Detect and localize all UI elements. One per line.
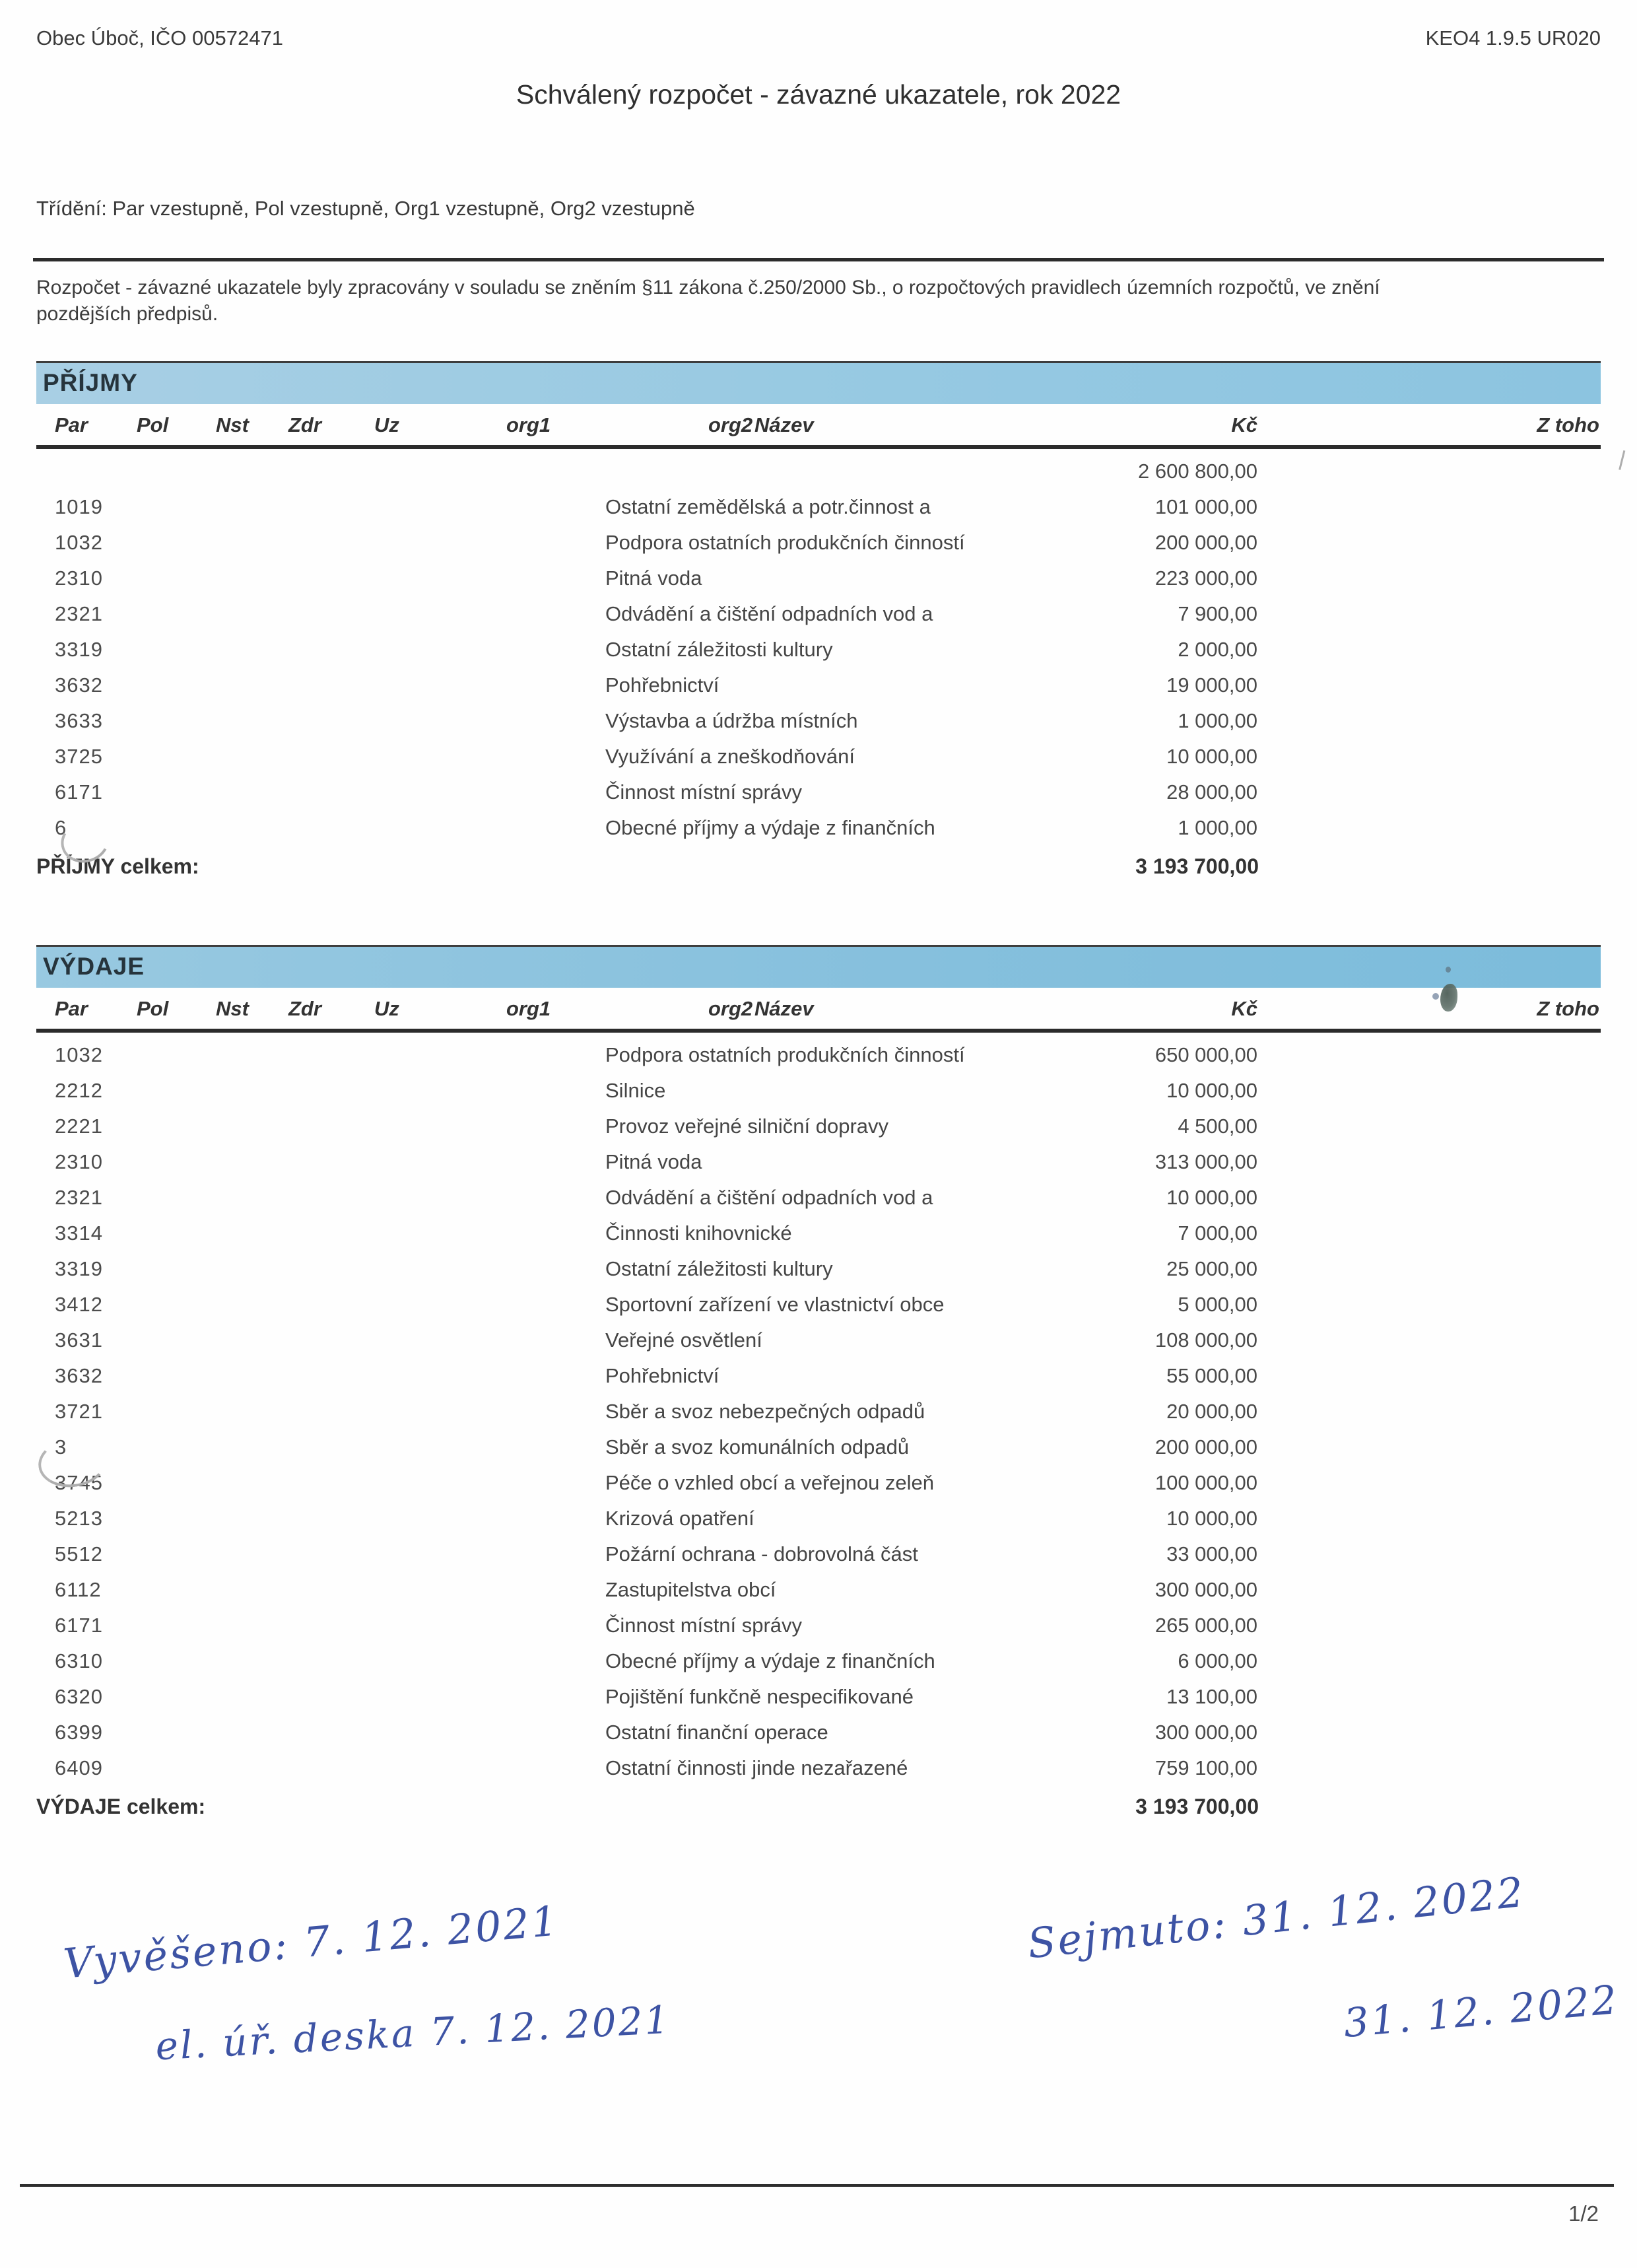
par-cell: 1019 xyxy=(55,495,103,518)
table-row xyxy=(36,671,1601,706)
kc-cell: 55 000,00 xyxy=(1166,1364,1257,1387)
par-cell: 3412 xyxy=(55,1293,103,1316)
kc-cell: 200 000,00 xyxy=(1154,1435,1257,1459)
col-uz: Uz xyxy=(374,997,399,1020)
divider-line-top xyxy=(33,258,1604,261)
kc-cell: 33 000,00 xyxy=(1166,1542,1257,1565)
nazev-cell: Ostatní činnosti jinde nezařazené xyxy=(605,1756,908,1779)
kc-cell: 100 000,00 xyxy=(1154,1471,1257,1494)
handwriting-removed-date: Sejmuto: 31. 12. 2022 xyxy=(1025,1867,1528,1968)
col-kc: Kč xyxy=(1231,413,1257,436)
col-nst: Nst xyxy=(216,413,249,436)
table-row xyxy=(36,1290,1601,1326)
col-pol: Pol xyxy=(137,997,169,1020)
sorting-line: Třídění: Par vzestupně, Pol vzestupně, Org1 vzestupně, Org2 vzestupně xyxy=(36,197,695,220)
table-row xyxy=(36,564,1601,600)
table-row xyxy=(36,1611,1601,1647)
table-row xyxy=(36,1361,1601,1397)
nazev-cell: Péče o vzhled obcí a veřejnou zeleň xyxy=(605,1471,935,1494)
table-row xyxy=(36,635,1601,671)
nazev-cell: Pojištění funkčně nespecifikované xyxy=(605,1685,914,1708)
nazev-cell: Podpora ostatních produkčních činností xyxy=(605,531,965,554)
par-cell: 6320 xyxy=(55,1685,103,1708)
table-row xyxy=(36,1148,1601,1183)
kc-cell: 7 000,00 xyxy=(1178,1221,1257,1245)
table-row xyxy=(36,813,1601,849)
par-cell: 6 xyxy=(55,816,67,839)
nazev-cell: Zastupitelstva obcí xyxy=(605,1578,776,1601)
table-row xyxy=(36,1219,1601,1254)
kc-cell: 101 000,00 xyxy=(1154,495,1257,518)
table-row xyxy=(36,457,1601,493)
par-cell: 6171 xyxy=(55,1614,103,1637)
kc-cell: 2 000,00 xyxy=(1178,638,1257,661)
col-nst: Nst xyxy=(216,997,249,1020)
nazev-cell: Ostatní záležitosti kultury xyxy=(605,638,833,661)
footer-line xyxy=(20,2184,1614,2187)
page-number: 1/2 xyxy=(1568,2201,1599,2226)
par-cell: 6399 xyxy=(55,1721,103,1744)
table-row xyxy=(36,1754,1601,1789)
prijmy-total-label: PŘÍJMY celkem: xyxy=(36,854,199,878)
kc-cell: 300 000,00 xyxy=(1154,1578,1257,1601)
table-row xyxy=(36,600,1601,635)
nazev-cell: Činnosti knihovnické xyxy=(605,1221,792,1245)
col-nazev: Název xyxy=(754,413,814,436)
par-cell: 5213 xyxy=(55,1507,103,1530)
par-cell: 2321 xyxy=(55,602,103,625)
par-cell: 6112 xyxy=(55,1578,102,1601)
legal-note-line2: pozdějších předpisů. xyxy=(36,303,218,325)
col-zdr: Zdr xyxy=(288,413,321,436)
nazev-cell: Požární ochrana - dobrovolná část xyxy=(605,1542,918,1565)
table-header-prijmy xyxy=(36,404,1601,445)
col-z-toho: Z toho xyxy=(1537,997,1599,1020)
table-row xyxy=(36,493,1601,528)
kc-cell: 5 000,00 xyxy=(1178,1293,1257,1316)
par-cell: 3632 xyxy=(55,673,103,697)
kc-cell: 10 000,00 xyxy=(1166,1079,1257,1102)
kc-cell: 1 000,00 xyxy=(1178,816,1257,839)
table-header-vydaje xyxy=(36,988,1601,1029)
par-cell: 3314 xyxy=(55,1221,103,1245)
section-title-prijmy: PŘÍJMY xyxy=(43,369,138,396)
table-row xyxy=(36,1183,1601,1219)
nazev-cell: Silnice xyxy=(605,1079,666,1102)
col-uz: Uz xyxy=(374,413,399,436)
table-row xyxy=(36,1468,1601,1504)
kc-cell: 108 000,00 xyxy=(1154,1328,1257,1352)
kc-cell: 28 000,00 xyxy=(1166,780,1257,804)
kc-cell: 13 100,00 xyxy=(1166,1685,1257,1708)
par-cell: 2212 xyxy=(55,1079,103,1102)
table-row xyxy=(36,1575,1601,1611)
par-cell: 3319 xyxy=(55,1257,103,1280)
par-cell: 2310 xyxy=(55,1150,103,1173)
nazev-cell: Odvádění a čištění odpadních vod a xyxy=(605,602,933,625)
vydaje-total-value: 3 193 700,00 xyxy=(1135,1795,1259,1818)
kc-cell: 20 000,00 xyxy=(1166,1400,1257,1423)
table-row xyxy=(36,1647,1601,1682)
table-row xyxy=(36,1540,1601,1575)
nazev-cell: Obecné příjmy a výdaje z finančních xyxy=(605,816,935,839)
par-cell: 3725 xyxy=(55,745,103,768)
table-row xyxy=(36,778,1601,813)
handwriting-posted-board: el. úř. deska 7. 12. 2021 xyxy=(154,1997,673,2069)
nazev-cell: Pohřebnictví xyxy=(605,1364,719,1387)
kc-cell: 10 000,00 xyxy=(1166,1507,1257,1530)
scan-artifact-margin-tick xyxy=(1609,448,1626,470)
prijmy-total-row xyxy=(36,850,1601,889)
table-row xyxy=(36,742,1601,778)
legal-note-line1: Rozpočet - závazné ukazatele byly zpracovány v souladu se zněním §11 zákona č.250/2000 Sb., o rozpočtových pravidlech územních rozpočtů, ve znění xyxy=(36,277,1380,298)
nazev-cell: Výstavba a údržba místních xyxy=(605,709,858,732)
nazev-cell: Pohřebnictví xyxy=(605,673,719,697)
nazev-cell: Krizová opatření xyxy=(605,1507,754,1530)
col-org2: org2 xyxy=(708,997,753,1020)
kc-cell: 759 100,00 xyxy=(1154,1756,1257,1779)
kc-cell: 4 500,00 xyxy=(1178,1115,1257,1138)
nazev-cell: Využívání a zneškodňování xyxy=(605,745,855,768)
par-cell: 3745 xyxy=(55,1471,103,1494)
par-cell: 5512 xyxy=(55,1542,103,1565)
par-cell: 3 xyxy=(55,1435,67,1459)
par-cell: 3319 xyxy=(55,638,103,661)
kc-cell: 300 000,00 xyxy=(1154,1721,1257,1744)
col-nazev: Název xyxy=(754,997,814,1020)
legal-note xyxy=(36,275,1601,327)
table-row xyxy=(36,1112,1601,1148)
table-row xyxy=(36,1076,1601,1112)
col-org2: org2 xyxy=(708,413,753,436)
table-row xyxy=(36,1041,1601,1076)
par-cell: 3633 xyxy=(55,709,103,732)
handwriting-posted-date: Vyvěšeno: 7. 12. 2021 xyxy=(61,1896,562,1988)
kc-cell: 650 000,00 xyxy=(1154,1043,1257,1066)
col-zdr: Zdr xyxy=(288,997,321,1020)
section-prijmy xyxy=(36,361,1601,889)
section-title-vydaje: VÝDAJE xyxy=(43,953,145,980)
kc-cell: 200 000,00 xyxy=(1154,531,1257,554)
par-cell: 6409 xyxy=(55,1756,103,1779)
nazev-cell: Podpora ostatních produkčních činností xyxy=(605,1043,965,1066)
par-cell: 2221 xyxy=(55,1115,103,1138)
vydaje-rows xyxy=(36,1033,1601,1789)
table-row xyxy=(36,1718,1601,1754)
kc-cell: 223 000,00 xyxy=(1154,567,1257,590)
kc-cell: 25 000,00 xyxy=(1166,1257,1257,1280)
kc-cell: 265 000,00 xyxy=(1154,1614,1257,1637)
nazev-cell: Pitná voda xyxy=(605,567,702,590)
nazev-cell: Odvádění a čištění odpadních vod a xyxy=(605,1186,933,1209)
par-cell: 2310 xyxy=(55,567,103,590)
kc-cell: 10 000,00 xyxy=(1166,745,1257,768)
kc-cell: 313 000,00 xyxy=(1154,1150,1257,1173)
nazev-cell: Ostatní záležitosti kultury xyxy=(605,1257,833,1280)
kc-cell: 10 000,00 xyxy=(1166,1186,1257,1209)
nazev-cell: Provoz veřejné silniční dopravy xyxy=(605,1115,889,1138)
nazev-cell: Činnost místní správy xyxy=(605,1614,803,1637)
table-row xyxy=(36,1397,1601,1433)
nazev-cell: Sběr a svoz komunálních odpadů xyxy=(605,1435,910,1459)
table-row xyxy=(36,1682,1601,1718)
kc-cell: 1 000,00 xyxy=(1178,709,1257,732)
col-z-toho: Z toho xyxy=(1537,413,1599,436)
table-row xyxy=(36,1326,1601,1361)
section-header-vydaje xyxy=(36,945,1601,988)
section-vydaje xyxy=(36,945,1601,1829)
nazev-cell: Veřejné osvětlení xyxy=(605,1328,762,1352)
kc-cell: 19 000,00 xyxy=(1166,673,1257,697)
nazev-cell: Ostatní finanční operace xyxy=(605,1721,828,1744)
kc-cell: 2 600 800,00 xyxy=(1137,460,1257,483)
kc-cell: 7 900,00 xyxy=(1178,602,1257,625)
kc-cell: 6 000,00 xyxy=(1178,1649,1257,1672)
col-org1: org1 xyxy=(506,997,551,1020)
table-row xyxy=(36,1504,1601,1540)
handwriting-removed-date2: 31. 12. 2022 xyxy=(1341,1976,1620,2047)
col-par: Par xyxy=(55,413,88,436)
nazev-cell: Pitná voda xyxy=(605,1150,702,1173)
par-cell: 6171 xyxy=(55,780,103,804)
par-cell: 1032 xyxy=(55,531,103,554)
table-row xyxy=(36,706,1601,742)
nazev-cell: Sběr a svoz nebezpečných odpadů xyxy=(605,1400,925,1423)
vydaje-total-label: VÝDAJE celkem: xyxy=(36,1795,206,1818)
nazev-cell: Ostatní zemědělská a potr.činnost a xyxy=(605,495,931,518)
par-cell: 3631 xyxy=(55,1328,103,1352)
vydaje-total-row xyxy=(36,1791,1601,1829)
par-cell: 1032 xyxy=(55,1043,103,1066)
document-header xyxy=(36,26,1601,50)
table-row xyxy=(36,528,1601,564)
prijmy-rows xyxy=(36,449,1601,849)
nazev-cell: Sportovní zařízení ve vlastnictví obce xyxy=(605,1293,945,1316)
par-cell: 3632 xyxy=(55,1364,103,1387)
par-cell: 6310 xyxy=(55,1649,103,1672)
col-org1: org1 xyxy=(506,413,551,436)
system-version: KEO4 1.9.5 UR020 xyxy=(1425,26,1601,50)
col-pol: Pol xyxy=(137,413,169,436)
table-row xyxy=(36,1254,1601,1290)
par-cell: 2321 xyxy=(55,1186,103,1209)
par-cell: 3721 xyxy=(55,1400,103,1423)
page-title: Schválený rozpočet - závazné ukazatele, rok 2022 xyxy=(516,79,1121,110)
table-row xyxy=(36,1433,1601,1468)
col-par: Par xyxy=(55,997,88,1020)
nazev-cell: Činnost místní správy xyxy=(605,780,803,804)
col-kc: Kč xyxy=(1231,997,1257,1020)
nazev-cell: Obecné příjmy a výdaje z finančních xyxy=(605,1649,935,1672)
section-header-prijmy xyxy=(36,361,1601,404)
prijmy-total-value: 3 193 700,00 xyxy=(1135,854,1259,878)
org-name: Obec Úboč, IČO 00572471 xyxy=(36,26,283,50)
